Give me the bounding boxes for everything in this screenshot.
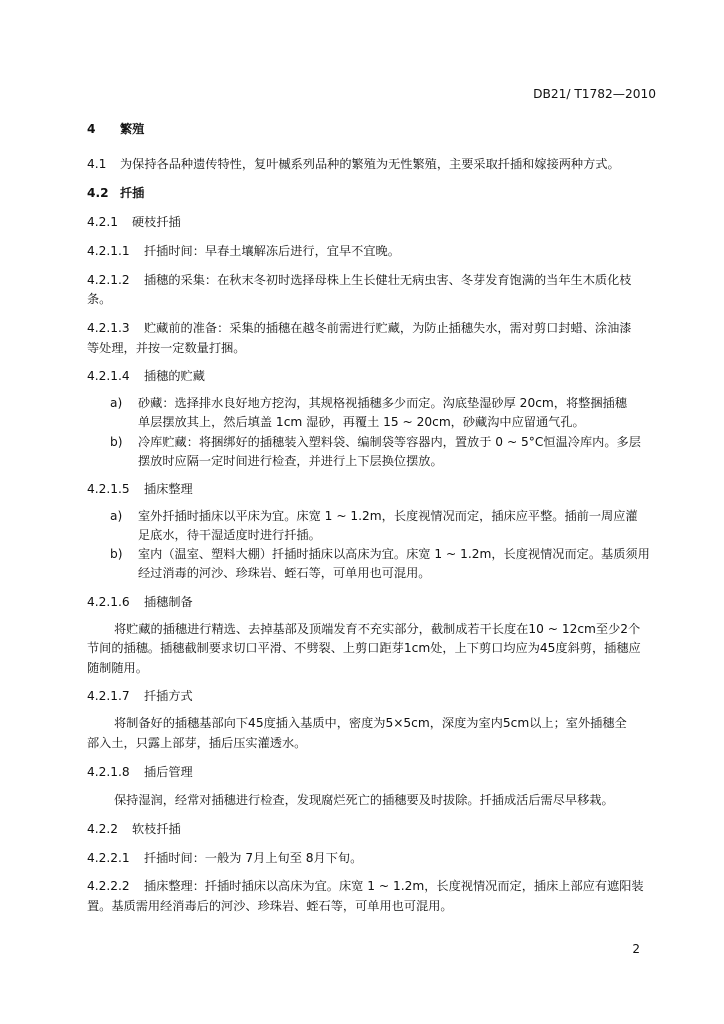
list-item-text: 室内（温室、塑料大棚）扦插时插床以高床为宜。床宽 1 ~ 1.2m，长度视情况而定。基质须用 [138,547,650,561]
list-marker: a) [110,509,123,523]
clause [87,156,620,172]
list-marker: b) [110,435,123,449]
paragraph: 将贮藏的插穗进行精选、去掉基部及顶端发育不充实部分，截制成若干长度在10 ~ 12cm至少2个 [114,622,641,636]
clause-text: 扦插方式 [144,689,193,703]
clause-number: 4.2.1.1 [87,244,130,258]
clause-number: 4.2.1.8 [87,765,130,779]
clause-continuation: 等处理，并按一定数量打捆。 [87,341,246,355]
section-number: 4 [87,122,96,136]
clause-text: 扦插时间：早春土壤解冻后进行，宜早不宜晚。 [144,244,400,258]
clause-number: 4.2.1.2 [87,273,130,287]
clause [87,850,362,866]
clause [87,481,193,497]
clause-text: 插穗制备 [144,595,193,609]
list-item [110,546,650,562]
list-item-continuation: 足底水，待干湿适度时进行扦插。 [138,528,321,542]
paragraph-continuation: 随制随用。 [87,661,148,675]
clause [87,764,193,780]
list-marker: a) [110,396,123,410]
clause-number: 4.2.1.7 [87,689,130,703]
paragraph: 将制备好的插穗基部向下45度插入基质中，密度为5×5cm，深度为室内5cm以上；室外插穗全 [114,716,627,730]
list-item-text: 室外扦插时插床以平床为宜。床宽 1 ~ 1.2m，长度视情况而定，插床应平整。插前一周应灌 [138,509,638,523]
clause-text: 插穗的采集：在秋末冬初时选择母株上生长健壮无病虫害、冬芽发育饱满的当年生木质化枝 [144,273,632,287]
clause-continuation: 置。基质需用经消毒后的河沙、珍珠岩、蛭石等，可单用也可混用。 [87,899,453,913]
clause [87,688,193,704]
page-number: 2 [632,942,640,956]
clause [87,878,644,894]
clause-text: 扦插时间：一般为 7月上旬至 8月下旬。 [144,851,363,865]
list-item-continuation: 摆放时应隔一定时间进行检查，并进行上下层换位摆放。 [138,454,443,468]
document-code-header: DB21/ T1782—2010 [533,87,656,101]
clause-number: 4.2.1.6 [87,595,130,609]
clause-text: 贮藏前的准备：采集的插穗在越冬前需进行贮藏，为防止插穗失水，需对剪口封蜡、涂油漆 [144,321,632,335]
clause-number: 4.2.2 [87,822,119,836]
clause-continuation: 条。 [87,292,112,306]
list-item-text: 冷库贮藏：将捆绑好的插穗装入塑料袋、编制袋等容器内，置放于 0 ~ 5°C恒温冷库内。多层 [138,435,641,449]
section-heading [87,121,144,137]
paragraph: 保持湿润，经常对插穗进行检查，发现腐烂死亡的插穗要及时拔除。扦插成活后需尽早移栽。 [114,793,614,807]
section-title: 繁殖 [120,122,145,136]
clause [87,272,632,288]
list-item [110,434,641,450]
paragraph-continuation: 节间的插穗。插穗截制要求切口平滑、不劈裂、上剪口距芽1cm处，上下剪口均应为45度斜剪，插穗应 [87,641,641,655]
list-item [110,395,627,411]
clause-number: 4.2.1.3 [87,321,130,335]
clause [87,243,400,259]
clause-number: 4.2.2.2 [87,879,130,893]
subsection-title: 扦插 [120,186,145,200]
clause-text: 硬枝扦插 [132,215,181,229]
subsection-heading [87,185,144,201]
clause [87,320,632,336]
clause-text: 插穗的贮藏 [144,369,205,383]
clause [87,821,181,837]
clause-text: 插床整理：扦插时插床以高床为宜。床宽 1 ~ 1.2m，长度视情况而定，插床上部应有遮阳装 [144,879,644,893]
clause-number: 4.2.1.4 [87,369,130,383]
clause-text: 软枝扦插 [132,822,181,836]
list-item [110,508,638,524]
list-marker: b) [110,547,123,561]
list-item-continuation: 单层摆放其上，然后填盖 1cm 湿砂，再覆土 15 ~ 20cm，砂藏沟中应留通气孔。 [138,415,585,429]
list-item-text: 砂藏：选择排水良好地方挖沟，其规格视插穗多少而定。沟底垫湿砂厚 20cm，将整捆插穗 [138,396,627,410]
clause-number: 4.2.2.1 [87,851,130,865]
clause-number: 4.2.1.5 [87,482,130,496]
clause-text: 插后管理 [144,765,193,779]
clause-text: 插床整理 [144,482,193,496]
clause [87,214,181,230]
clause [87,594,193,610]
clause [87,368,205,384]
paragraph-continuation: 部入土，只露上部芽，插后压实灌透水。 [87,736,307,750]
clause-number: 4.2.1 [87,215,119,229]
clause-number: 4.1 [87,157,107,171]
subsection-number: 4.2 [87,186,109,200]
clause-text: 为保持各品种遗传特性，复叶槭系列品种的繁殖为无性繁殖，主要采取扦插和嫁接两种方式。 [120,157,620,171]
list-item-continuation: 经过消毒的河沙、珍珠岩、蛭石等，可单用也可混用。 [138,566,431,580]
